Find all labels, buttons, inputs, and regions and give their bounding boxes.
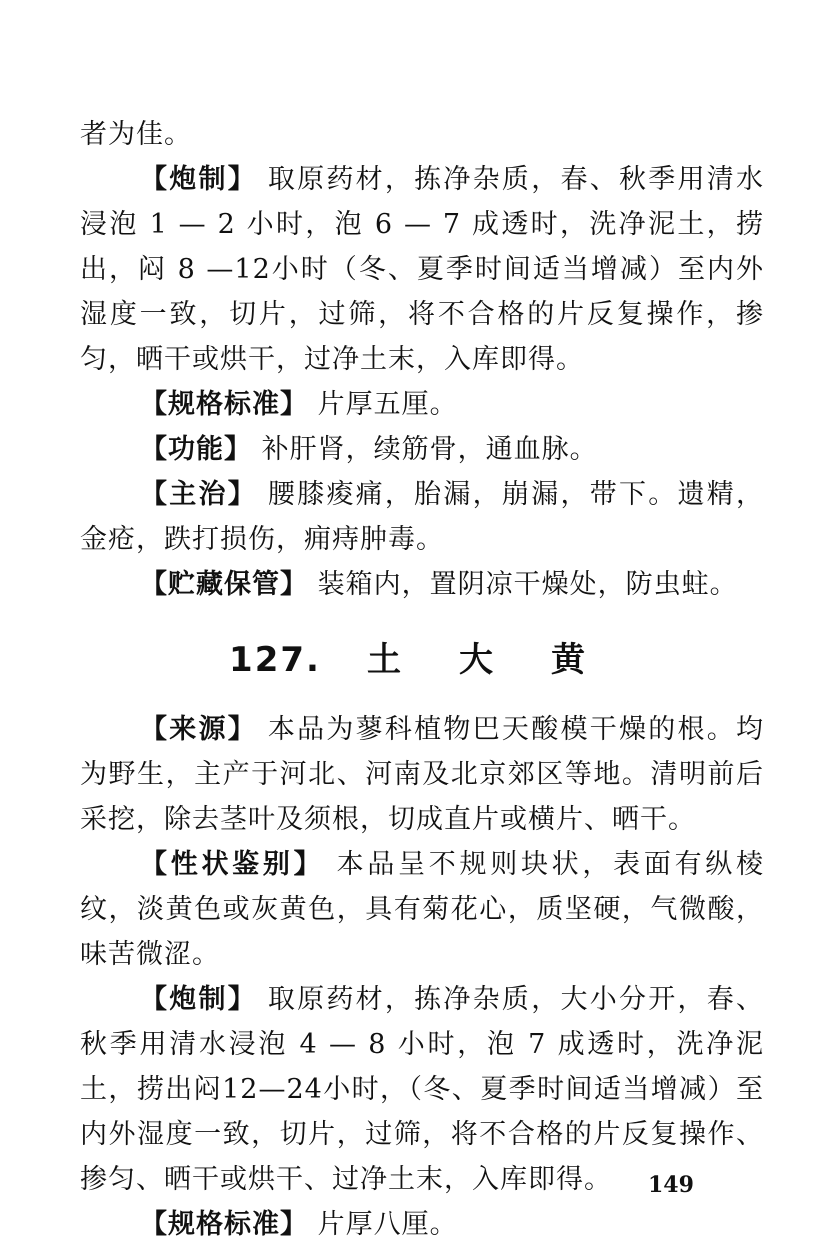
section-text: 片厚五厘。 [317, 389, 458, 420]
paragraph-paozhi-2 [80, 977, 764, 1202]
section-tag: 【规格标准】 [140, 389, 308, 420]
section-tag: 【规格标准】 [140, 1209, 308, 1240]
section-text: 补肝肾，续筋骨，通血脉。 [261, 434, 598, 465]
section-text: 取原药材，拣净杂质，春、秋季用清水浸泡 1 — 2 小时，泡 6 — 7 成透时，洗净泥土，捞出，闷 8 —12小时（冬、夏季时间适当增减）至内外湿度一致，切片，过筛，将不合格的片反复操作，掺匀，晒干或烘干，过净土末，入库即得。 [80, 164, 764, 375]
continuation-line: 者为佳。 [80, 119, 192, 150]
page-number: 149 [648, 1172, 694, 1198]
paragraph-zhucang [80, 562, 764, 607]
paragraph-paozhi-1 [80, 157, 764, 382]
section-text: 本品呈不规则块状，表面有纵棱纹，淡黄色或灰黄色，具有菊花心，质坚硬，气微酸，味苦微涩。 [80, 849, 765, 970]
entry-title-char: 土 [366, 640, 403, 680]
paragraph-xingzhuang [80, 842, 764, 977]
page-body [80, 112, 764, 1247]
paragraph-guige-2 [80, 1202, 764, 1247]
section-tag: 【贮藏保管】 [140, 569, 308, 600]
section-text: 腰膝痠痛，胎漏，崩漏，带下。遗精，金疮，跌打损伤，痈痔肿毒。 [80, 479, 764, 555]
section-text: 装箱内，置阴凉干燥处，防虫蛀。 [317, 569, 738, 600]
section-tag: 【功能】 [140, 434, 252, 465]
section-tag: 【性状鉴别】 [140, 849, 325, 880]
section-tag: 【来源】 [140, 714, 258, 745]
paragraph-zhuzhi [80, 472, 764, 562]
entry-title-char: 大 [458, 640, 495, 680]
entry-title-char: 黄 [550, 640, 587, 680]
section-tag: 【炮制】 [140, 984, 258, 1015]
section-text: 片厚八厘。 [317, 1209, 458, 1240]
entry-heading [80, 635, 764, 685]
paragraph-laiyuan [80, 707, 764, 842]
section-text: 本品为蓼科植物巴天酸模干燥的根。均为野生，主产于河北、河南及北京郊区等地。清明前后采挖，除去茎叶及须根，切成直片或横片、晒干。 [80, 714, 764, 835]
section-tag: 【炮制】 [140, 164, 258, 195]
section-text: 取原药材，拣净杂质，大小分开，春、秋季用清水浸泡 4 — 8 小时，泡 7 成透时，洗净泥土，捞出闷12—24小时，（冬、夏季时间适当增减）至内外湿度一致，切片，过筛，将不合格的片反复操作、掺匀、晒干或烘干、过净土末，入库即得。 [80, 984, 764, 1195]
paragraph-gongneng [80, 427, 764, 472]
entry-number: 127. [229, 640, 321, 680]
paragraph-guige-1 [80, 382, 764, 427]
section-tag: 【主治】 [140, 479, 258, 510]
